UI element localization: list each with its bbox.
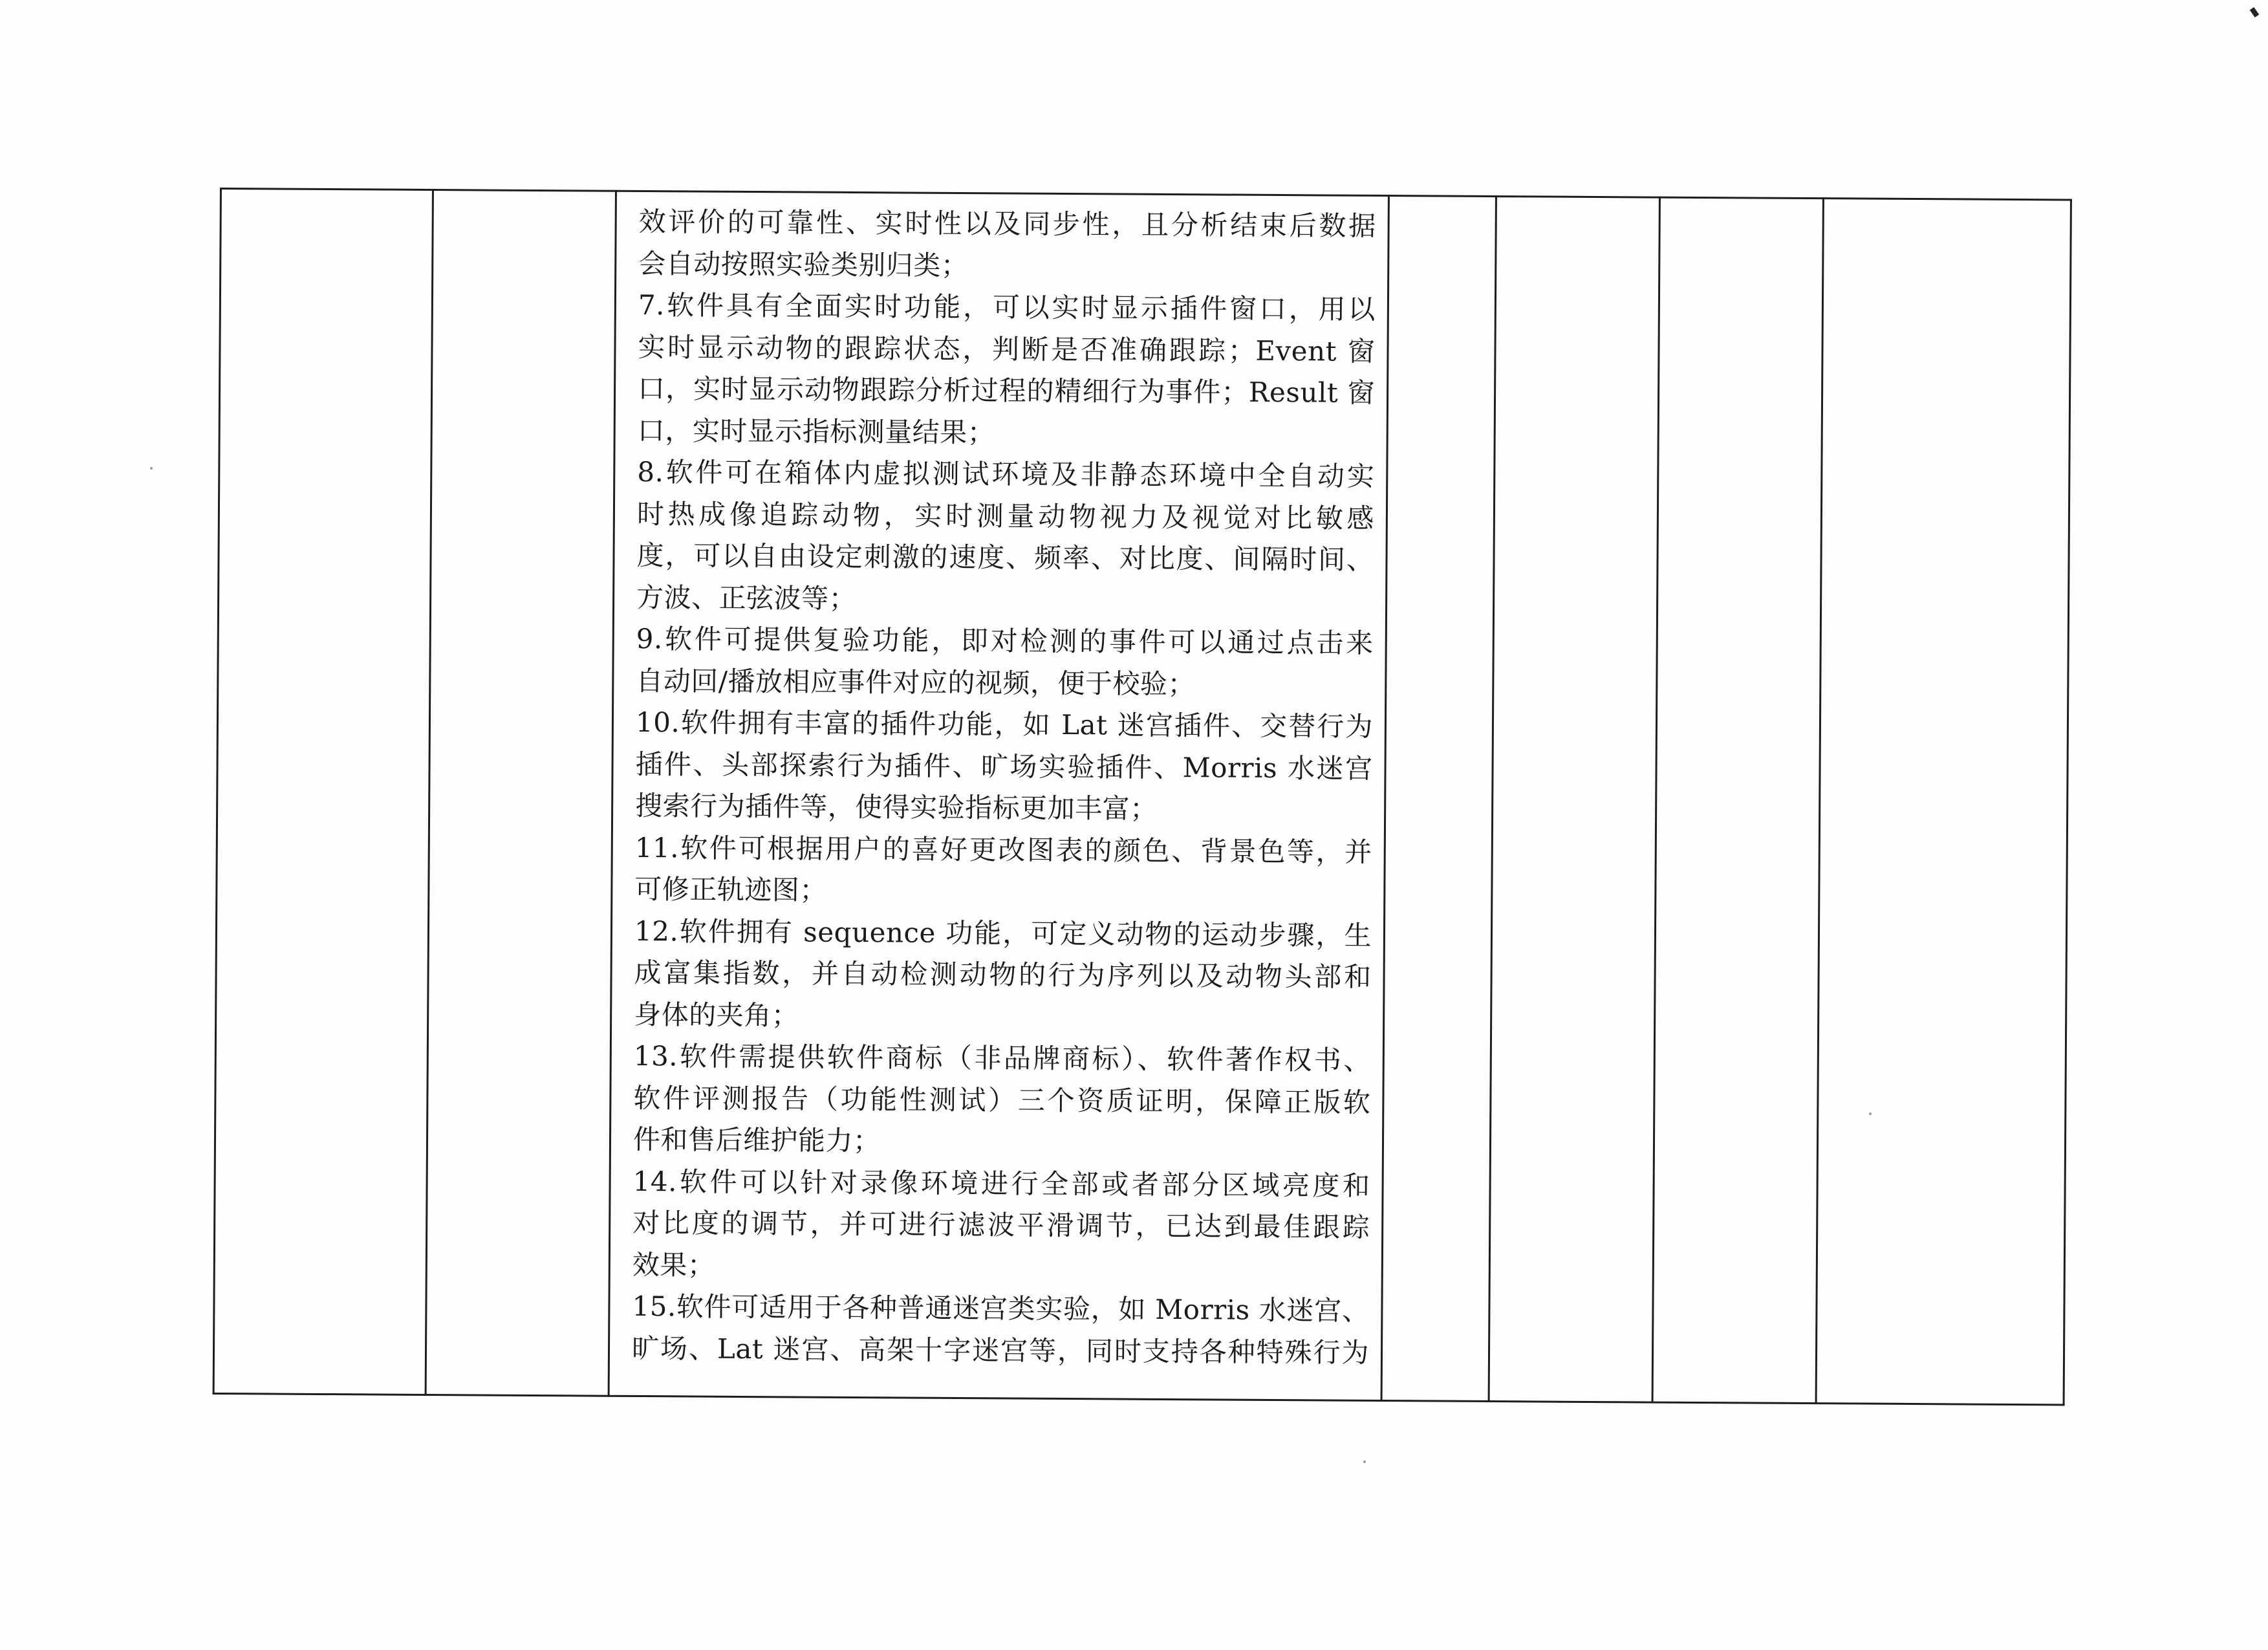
spec-line: 对比度的调节，并可进行滤波平滑调节，已达到最佳跟踪 xyxy=(632,1206,1370,1243)
spec-line: 软件评测报告（功能性测试）三个资质证明，保障正版软 xyxy=(633,1081,1371,1118)
table-row xyxy=(213,189,2071,1405)
spec-line: 口，实时显示动物跟踪分析过程的精细行为事件；Result 窗 xyxy=(637,372,1376,409)
spec-line: 9.软件可提供复验功能，即对检测的事件可以通过点击来 xyxy=(636,622,1374,659)
spec-line: 旷场、Lat 迷宫、高架十字迷宫等，同时支持各种特殊行为 xyxy=(631,1332,1370,1369)
table-cell-requirements xyxy=(609,191,1388,1400)
spec-line: 搜索行为插件等，使得实验指标更加丰富； xyxy=(635,789,1158,825)
table-cell-quantity xyxy=(1381,196,1496,1402)
table-cell-item-name xyxy=(426,190,616,1396)
spec-line: 插件、头部探索行为插件、旷场实验插件、Morris 水迷宫 xyxy=(635,748,1373,785)
spec-line: 效评价的可靠性、实时性以及同步性，且分析结束后数据 xyxy=(638,205,1376,242)
scan-speck xyxy=(150,467,153,470)
spec-line: 7.软件具有全面实时功能，可以实时显示插件窗口，用以 xyxy=(638,288,1376,325)
spec-line: 成富集指数，并自动检测动物的行为序列以及动物头部和 xyxy=(634,956,1372,993)
spec-line: 度，可以自由设定刺激的速度、频率、对比度、间隔时间、 xyxy=(636,539,1374,576)
spec-line: 10.软件拥有丰富的插件功能，如 Lat 迷宫插件、交替行为 xyxy=(635,706,1374,743)
spec-line: 可修正轨迹图； xyxy=(634,873,828,906)
spec-line: 14.软件可以针对录像环境进行全部或者部分区域亮度和 xyxy=(632,1165,1370,1202)
table-cell-remarks xyxy=(1816,199,2071,1405)
spec-line: 实时显示动物的跟踪状态，判断是否准确跟踪；Event 窗 xyxy=(638,331,1376,367)
spec-line: 身体的夹角； xyxy=(634,998,799,1031)
spec-line: 口，实时显示指标测量结果； xyxy=(637,414,995,448)
spec-line: 时热成像追踪动物，实时测量动物视力及视觉对比敏感 xyxy=(636,497,1375,534)
table-cell-unit xyxy=(1489,197,1659,1403)
spec-line: 方波、正弦波等； xyxy=(636,581,857,614)
spec-line: 自动回/播放相应事件对应的视频，便于校验； xyxy=(636,664,1196,700)
spec-line: 15.软件可适用于各种普通迷宫类实验，如 Morris 水迷宫、 xyxy=(632,1290,1370,1327)
spec-line: 效果； xyxy=(632,1248,715,1281)
specification-table xyxy=(213,188,2072,1406)
spec-line: 8.软件可在箱体内虚拟测试环境及非静态环境中全自动实 xyxy=(637,455,1375,492)
table-cell-price xyxy=(1652,197,1823,1404)
scan-artifact-mark xyxy=(2250,7,2260,17)
table-cell-index xyxy=(213,189,433,1395)
spec-line: 11.软件可根据用户的喜好更改图表的颜色、背景色等，并 xyxy=(634,831,1372,868)
spec-line: 12.软件拥有 sequence 功能，可定义动物的运动步骤，生 xyxy=(634,915,1372,951)
spec-line: 件和售后维护能力； xyxy=(632,1123,881,1157)
spec-line: 会自动按照实验类别归类； xyxy=(638,247,969,281)
spec-line: 13.软件需提供软件商标（非品牌商标）、软件著作权书、 xyxy=(633,1039,1371,1076)
scan-speck xyxy=(1363,1460,1366,1463)
